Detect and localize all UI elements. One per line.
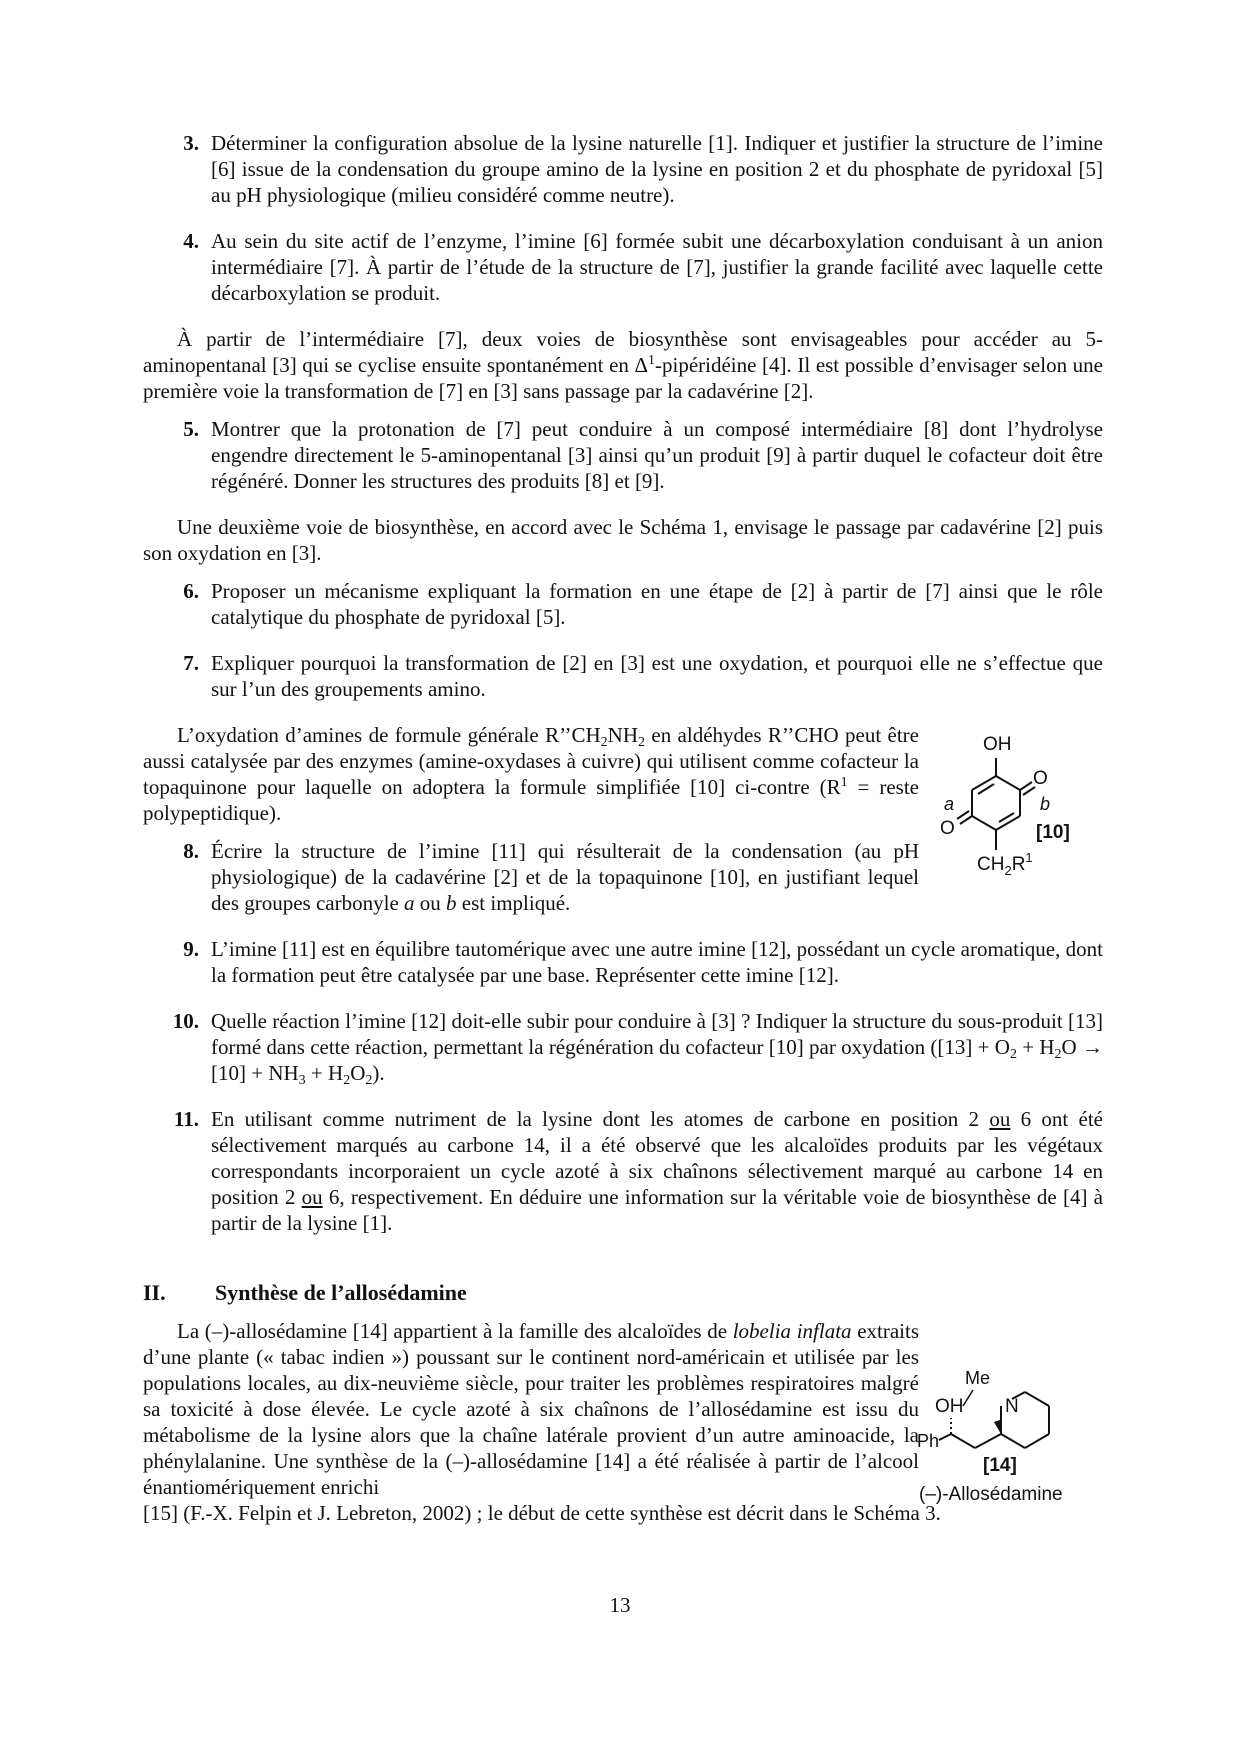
question-text: Montrer que la protonation de [7] peut conduire à un composé intermédiaire [8] dont l’hydrolyse engendre directement le 5-aminopentanal [3] ainsi qu’un produit [9] à partir duquel le cofacteur doit être régénéré. Donner les structures des produits [8] et [9]. <box>211 417 1103 493</box>
question-number: 11. <box>173 1107 199 1131</box>
compound-name: (–)-Allosédamine <box>919 1484 1063 1505</box>
question-text: Écrire la structure de l’imine [11] qui résulterait de la condensation (au pH physiologique) de la cadavérine [2] et de la topaquinone [10], en justifiant lequel des groupes carbonyle a ou b est impliqué. <box>211 839 919 915</box>
section-number: II. <box>143 1280 166 1305</box>
question-8 <box>143 838 919 916</box>
question-9 <box>143 936 1103 988</box>
question-text: Expliquer pourquoi la transformation de [2] en [3] est une oxydation, et pourquoi elle ne s’effectue que sur l’un des groupements amino. <box>211 651 1103 701</box>
question-5 <box>143 416 1103 494</box>
topaquinone-structure <box>920 730 1100 880</box>
compound-number-14: [14] <box>983 1455 1017 1476</box>
question-text: Quelle réaction l’imine [12] doit-elle subir pour conduire à [3] ? Indiquer la structure du sous-produit [13] formé dans cette réaction, permettant la régénération du cofacteur [10] par oxydation $([13] + O_2 + H_2O \to [10] + NH_3 + H_2O_2)$. <box>211 1009 1104 1088</box>
question-4 <box>143 228 1103 306</box>
paragraph-deuxieme-voie: Une deuxième voie de biosynthèse, en accord avec le Schéma 1, envisage le passage par cadavérine [2] puis son oxydation en [3]. <box>143 515 1103 565</box>
paragraph-topaquinone: L’oxydation d’amines de formule générale $R’’CH_2NH_2$ en aldéhydes R’’CHO peut être aussi catalysée par des enzymes (amine-oxydases à cuivre) qui utilisent comme cofacteur la topaquinone pour laquelle on adoptera la formule simplifiée [10] ci-contre ($R^1$ = reste polypeptidique). <box>143 723 919 825</box>
methyl-label: Me <box>965 1368 991 1388</box>
question-10 <box>143 1008 1103 1086</box>
nitrogen-label: N <box>1005 1396 1019 1417</box>
hydroxyl-label: OH <box>935 1396 964 1417</box>
section-title: Synthèse de l’allosédamine <box>215 1280 467 1305</box>
question-number: 6. <box>183 579 199 603</box>
compound-number-10: [10] <box>1036 822 1070 843</box>
ch2r1-label: $CH_2R^1$ <box>977 850 1033 878</box>
question-text: L’imine [11] est en équilibre tautomérique avec une autre imine [12], possédant un cycle aromatique, dont la formation peut être catalysée par une base. Représenter cette imine [12]. <box>211 937 1103 987</box>
section-heading <box>143 1280 1103 1306</box>
allosedamine-structure <box>915 1362 1105 1512</box>
carbonyl-label-b: b <box>1040 794 1051 814</box>
question-text: Déterminer la configuration absolue de la lysine naturelle [1]. Indiquer et justifier la structure de l’imine [6] issue de la condensation du groupe amino de la lysine en position 2 et du phosphate de pyridoxal [5] au pH physiologique (milieu considéré comme neutre). <box>211 131 1103 207</box>
question-6 <box>143 578 1103 630</box>
page-number: 13 <box>609 1593 631 1617</box>
carbonyl-o-left: O <box>940 818 955 839</box>
question-text: Au sein du site actif de l’enzyme, l’imine [6] formée subit une décarboxylation conduisant à un anion intermédiaire [7]. À partir de l’étude de la structure de [7], justifier la grande facilité avec laquelle cette décarboxylation se produit. <box>211 229 1103 305</box>
question-number: 3. <box>183 131 199 155</box>
question-number: 10. <box>172 1009 199 1033</box>
paragraph-voies: À partir de l’intermédiaire [7], deux voies de biosynthèse sont envisageables pour accéder au 5-aminopentanal [3] qui se cyclise ensuite spontanément en $\Delta^1$-pipéridéine [4]. Il est possible d’envisager selon une première voie la transformation de [7] en [3] sans passage par la cadavérine [2]. <box>143 327 1103 403</box>
question-3 <box>143 130 1103 208</box>
question-number: 5. <box>183 417 199 441</box>
paragraph-allosedamine: La (–)-allosédamine [14] appartient à la famille des alcaloïdes de lobelia inflata extraits d’une plante (« tabac indien ») poussant sur le continent nord-américain et utilisée par les populations locales, au dix-neuvième siècle, pour traiter les problèmes respiratoires malgré sa toxicité à dose élevée. Le cycle azoté à six chaînons de l’allosédamine est issu du métabolisme de la lysine alors que la chaîne latérale provient d’un autre aminoacide, la phénylalanine. Une synthèse de la (–)-allosédamine [14] a été réalisée à partir de l’alcool énantiomériquement enrichi [15] (F.-X. Felpin et J. Lebreton, 2002) ; le début de cette synthèse est décrit dans le Schéma 3. <box>143 1319 941 1525</box>
question-number: 4. <box>183 229 199 253</box>
question-number: 8. <box>183 839 199 863</box>
question-text: En utilisant comme nutriment de la lysine dont les atomes de carbone en position 2 ou 6 ont été sélectivement marqués au carbone 14, il a été observé que les alcaloïdes produits par les végétaux correspondants incorporaient un cycle azoté à six chaînons sélectivement marqué au carbone 14 en position 2 ou 6, respectivement. En déduire une information sur la véritable voie de biosynthèse de [4] à partir de la lysine [1]. <box>211 1107 1104 1235</box>
hydroxyl-label: OH <box>983 734 1012 755</box>
question-number: 7. <box>183 651 199 675</box>
question-number: 9. <box>183 937 199 961</box>
carbonyl-o-top: O <box>1033 768 1048 789</box>
carbonyl-label-a: a <box>944 794 955 814</box>
question-7 <box>143 650 1103 702</box>
phenyl-label: Ph <box>917 1431 940 1451</box>
question-text: Proposer un mécanisme expliquant la formation en une étape de [2] à partir de [7] ainsi que le rôle catalytique du phosphate de pyridoxal [5]. <box>211 579 1103 629</box>
question-11 <box>143 1106 1103 1236</box>
